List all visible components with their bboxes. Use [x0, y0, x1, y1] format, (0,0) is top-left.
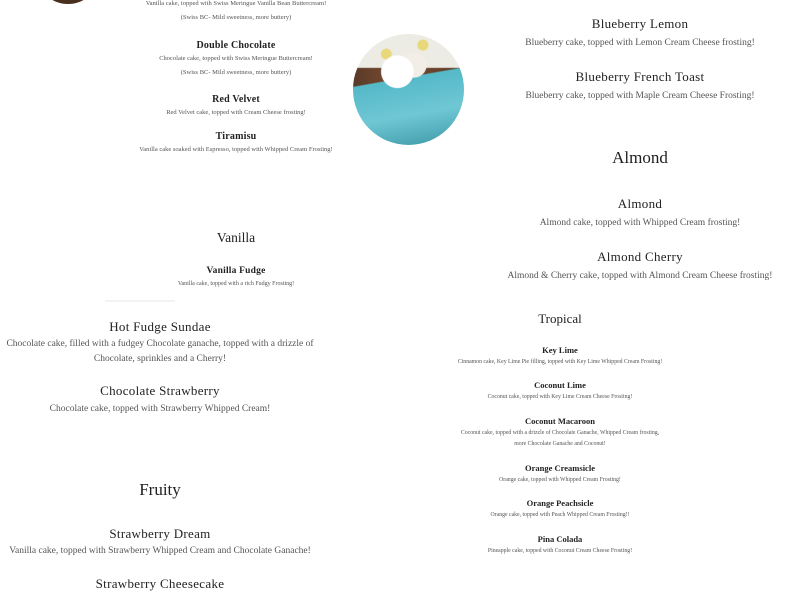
- item-desc: Coconut cake, topped with Key Lime Cream Cheese Frosting!: [487, 394, 633, 400]
- item-name-strawberry-dream: Strawberry Dream: [109, 526, 211, 541]
- category-title-tropical: Tropical: [538, 311, 582, 326]
- item-name-almond-cherry: Almond Cherry: [597, 249, 683, 264]
- item-name-orange-peachsicle: Orange Peachsicle: [526, 498, 594, 508]
- item-desc: Vanilla cake soaked with Espresso, topped with Whipped Cream Frosting!: [139, 146, 333, 153]
- item-desc: Orange cake, topped with Whipped Cream Frosting!: [499, 477, 621, 483]
- item-name-pina-colada: Pina Colada: [537, 534, 583, 544]
- item-desc: Chocolate cake, filled with a fudgey Chocolate ganache, topped with a drizzle of: [6, 339, 314, 349]
- item-desc: Orange cake, topped with Peach Whipped Cream Frosting!!: [490, 512, 630, 518]
- item-name-coconut-lime: Coconut Lime: [534, 380, 586, 390]
- divider: [105, 300, 175, 302]
- category-title-fruity: Fruity: [139, 480, 181, 499]
- item-desc: Cinnamon cake, Key Lime Pie filling, topped with Key Lime Whipped Cream Frosting!: [457, 359, 663, 365]
- cupcake-image: [353, 34, 464, 145]
- item-name-chocolate-strawberry: Chocolate Strawberry: [100, 383, 220, 398]
- item-name-vanilla-fudge: Vanilla Fudge: [206, 266, 266, 276]
- item-name-almond: Almond: [617, 196, 663, 211]
- item-desc: Vanilla cake, topped with Strawberry Whipped Cream and Chocolate Ganache!: [9, 546, 311, 556]
- item-desc: Vanilla cake, topped with Swiss Meringue Vanilla Bean Buttercream!: [145, 0, 327, 7]
- item-name-blueberry-french-toast: Blueberry French Toast: [575, 69, 705, 84]
- item-desc: more Chocolate Ganache and Coconut!: [514, 441, 606, 447]
- category-title-almond: Almond: [612, 148, 668, 167]
- item-desc: Vanilla cake, topped with a rich Fudgy Frosting!: [177, 281, 295, 287]
- item-name-hot-fudge-sundae: Hot Fudge Sundae: [109, 319, 211, 334]
- item-note: (Swiss BC- Mild sweetness, more buttery): [180, 69, 292, 76]
- item-name-double-chocolate: Double Chocolate: [196, 40, 276, 51]
- item-name-coconut-macaroon: Coconut Macaroon: [525, 416, 595, 426]
- item-desc: Almond & Cherry cake, topped with Almond Cream Cheese frosting!: [507, 271, 773, 281]
- item-desc: Chocolate cake, topped with Strawberry Whipped Cream!: [49, 404, 271, 414]
- item-desc: Coconut cake, topped with a drizzle of Chocolate Ganache, Whipped Cream frosting,: [460, 430, 660, 436]
- category-title-vanilla: Vanilla: [216, 230, 256, 245]
- item-name-strawberry-cheesecake: Strawberry Cheesecake: [95, 576, 225, 591]
- cupcake-image-top-left: [36, 0, 100, 4]
- item-name-orange-creamsicle: Orange Creamsicle: [525, 463, 595, 473]
- item-desc: Chocolate, sprinkles and a Cherry!: [93, 354, 227, 364]
- item-name-key-lime: Key Lime: [542, 345, 578, 355]
- item-name-tiramisu: Tiramisu: [215, 131, 257, 142]
- item-desc: Red Velvet cake, topped with Cream Cheese frosting!: [166, 109, 306, 116]
- item-desc: Chocolate cake, topped with Swiss Meringue Buttercream!: [159, 55, 313, 62]
- item-desc: Blueberry cake, topped with Maple Cream Cheese Frosting!: [525, 91, 755, 101]
- item-note: (Swiss BC- Mild sweetness, more buttery): [180, 14, 292, 21]
- item-name-red-velvet: Red Velvet: [212, 94, 260, 105]
- item-name-blueberry-lemon: Blueberry Lemon: [591, 16, 689, 31]
- item-desc: Pineapple cake, topped with Coconut Cream Cheese Frosting!: [487, 548, 633, 554]
- item-desc: Blueberry cake, topped with Lemon Cream Cheese frosting!: [525, 38, 755, 48]
- item-desc: Almond cake, topped with Whipped Cream frosting!: [539, 218, 741, 228]
